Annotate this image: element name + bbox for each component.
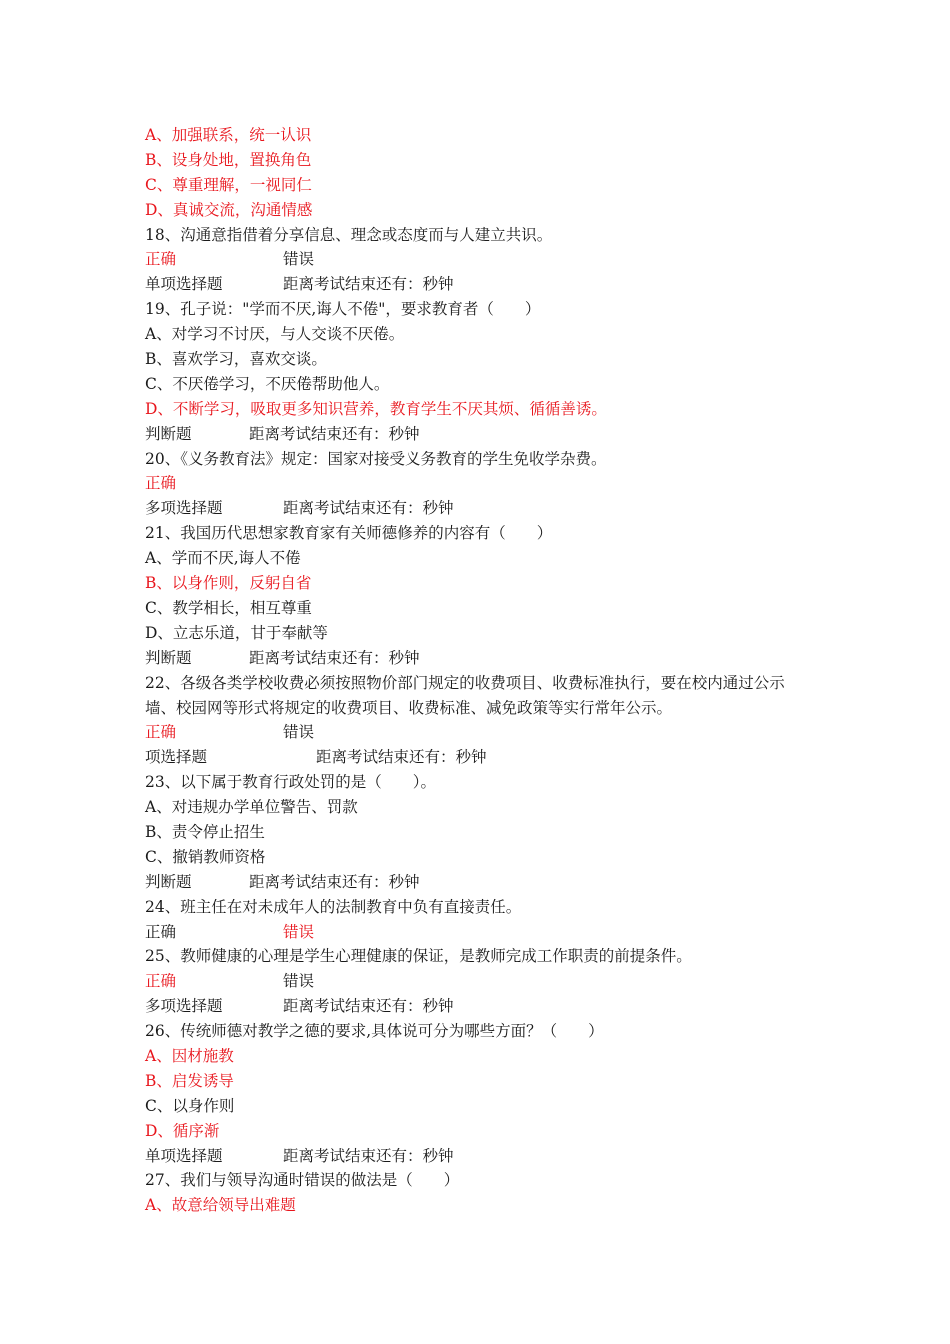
text-line: 27、我们与领导沟通时错误的做法是（ ）	[145, 1171, 460, 1190]
text-line: A、对学习不讨厌，与人交谈不厌倦。	[145, 325, 405, 344]
exam-countdown: 距离考试结束还有：秒钟	[283, 499, 454, 518]
question-type-header	[145, 272, 815, 297]
text-line: C、以身作则	[145, 1096, 235, 1115]
question-type: 单项选择题	[145, 275, 223, 294]
text-line: 20、《义务教育法》规定：国家对接受义务教育的学生免收学杂费。	[145, 449, 607, 468]
text-line: C、撤销教师资格	[145, 847, 266, 866]
text-line: C、不厌倦学习，不厌倦帮助他人。	[145, 374, 390, 393]
answer-line: 正确	[145, 474, 177, 493]
exam-countdown: 距离考试结束还有：秒钟	[316, 748, 487, 767]
option-true: 正确	[145, 972, 177, 991]
document-body	[145, 123, 815, 1218]
question-type-header	[145, 1144, 815, 1169]
question-type: 判断题	[145, 648, 192, 667]
answer-line: A、因材施教	[145, 1046, 234, 1065]
answer-line: B、设身处地，置换角色	[145, 150, 312, 169]
question-type-header	[145, 994, 815, 1019]
answer-line: B、启发诱导	[145, 1071, 234, 1090]
text-line: 25、教师健康的心理是学生心理健康的保证，是教师完成工作职责的前提条件。	[145, 947, 692, 966]
question-type: 多项选择题	[145, 997, 223, 1016]
question-type: 单项选择题	[145, 1146, 223, 1165]
text-line: 19、孔子说："学而不厌,诲人不倦"，要求教育者（ ）	[145, 300, 541, 319]
text-line: 23、以下属于教育行政处罚的是（ ）。	[145, 773, 436, 792]
text-line: B、责令停止招生	[145, 822, 265, 841]
question-type: 判断题	[145, 872, 192, 891]
exam-countdown: 距离考试结束还有：秒钟	[249, 424, 420, 443]
exam-countdown: 距离考试结束还有：秒钟	[249, 872, 420, 891]
text-line: C、教学相长，相互尊重	[145, 598, 312, 617]
question-type-header	[145, 496, 815, 521]
text-line: A、学而不厌,诲人不倦	[145, 549, 301, 568]
text-line: D、立志乐道，甘于奉献等	[145, 623, 328, 642]
option-false: 错误	[283, 723, 315, 742]
text-line: 21、我国历代思想家教育家有关师德修养的内容有（ ）	[145, 524, 553, 543]
option-true: 正确	[145, 723, 177, 742]
question-type: 多项选择题	[145, 499, 223, 518]
true-false-options	[145, 969, 815, 994]
option-true: 正确	[145, 922, 177, 941]
question-type-header	[145, 745, 815, 770]
option-false: 错误	[283, 972, 315, 991]
true-false-options	[145, 920, 815, 945]
exam-countdown: 距离考试结束还有：秒钟	[249, 648, 420, 667]
option-false: 错误	[283, 922, 315, 941]
question-type: 项选择题	[145, 748, 208, 767]
exam-countdown: 距离考试结束还有：秒钟	[283, 997, 454, 1016]
answer-line: D、不断学习，吸取更多知识营养，教育学生不厌其烦、循循善诱。	[145, 399, 607, 418]
answer-line: C、尊重理解，一视同仁	[145, 175, 312, 194]
answer-line: A、故意给领导出难题	[145, 1196, 296, 1215]
text-line: 24、班主任在对未成年人的法制教育中负有直接责任。	[145, 897, 522, 916]
option-false: 错误	[283, 250, 315, 269]
option-true: 正确	[145, 250, 177, 269]
answer-line: A、加强联系，统一认识	[145, 126, 312, 144]
true-false-options	[145, 720, 815, 745]
question-type: 判断题	[145, 424, 192, 443]
true-false-options	[145, 247, 815, 272]
question-type-header	[145, 422, 815, 447]
question-type-header	[145, 870, 815, 895]
question-type-header	[145, 646, 815, 671]
text-line: 22、各级各类学校收费必须按照物价部门规定的收费项目、收费标准执行，要在校内通过公示墙、校园网等形式将规定的收费项目、收费标准、减免政策等实行常年公示。	[145, 673, 785, 717]
text-line: 26、传统师德对教学之德的要求,具体说可分为哪些方面？（ ）	[145, 1022, 604, 1041]
text-line: B、喜欢学习，喜欢交谈。	[145, 350, 327, 369]
answer-line: D、循序渐	[145, 1121, 220, 1140]
text-line: A、对违规办学单位警告、罚款	[145, 798, 358, 817]
exam-countdown: 距离考试结束还有：秒钟	[283, 275, 454, 294]
answer-line: B、以身作则，反躬自省	[145, 574, 312, 593]
text-line: 18、沟通意指借着分享信息、理念或态度而与人建立共识。	[145, 225, 553, 244]
answer-line: D、真诚交流，沟通情感	[145, 200, 313, 219]
exam-countdown: 距离考试结束还有：秒钟	[283, 1146, 454, 1165]
